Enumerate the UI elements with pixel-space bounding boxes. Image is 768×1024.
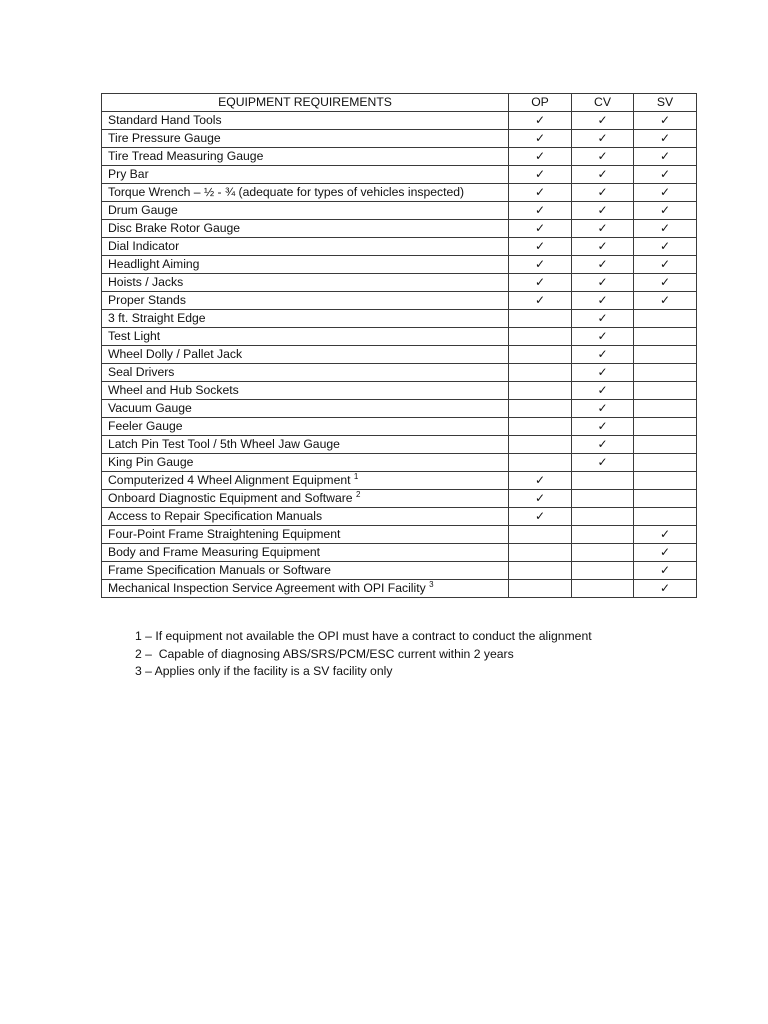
sv-cell bbox=[634, 310, 697, 328]
op-cell bbox=[509, 130, 572, 148]
cv-cell bbox=[572, 526, 634, 544]
equipment-name-cell bbox=[102, 202, 509, 220]
sv-cell bbox=[634, 238, 697, 256]
cv-cell bbox=[572, 472, 634, 490]
equipment-name-cell bbox=[102, 220, 509, 238]
table-row bbox=[102, 256, 697, 274]
checkmark-icon: ✓ bbox=[597, 113, 608, 127]
equipment-name: Pry Bar bbox=[108, 167, 149, 181]
checkmark-icon: ✓ bbox=[534, 509, 546, 523]
footnote-reference: 3 bbox=[429, 580, 434, 589]
checkmark-icon: ✓ bbox=[659, 113, 671, 127]
equipment-name: Latch Pin Test Tool / 5th Wheel Jaw Gauge bbox=[108, 437, 340, 451]
checkmark-icon: ✓ bbox=[659, 581, 671, 595]
checkmark-icon: ✓ bbox=[597, 311, 608, 325]
cv-cell bbox=[572, 112, 634, 130]
checkmark-icon: ✓ bbox=[597, 167, 608, 181]
checkmark-icon: ✓ bbox=[597, 149, 608, 163]
table-row bbox=[102, 580, 697, 598]
equipment-name-cell bbox=[102, 418, 509, 436]
table-row bbox=[102, 508, 697, 526]
checkmark-icon: ✓ bbox=[659, 185, 671, 199]
equipment-name-cell bbox=[102, 274, 509, 292]
checkmark-icon: ✓ bbox=[659, 293, 671, 307]
table-row bbox=[102, 526, 697, 544]
table-row bbox=[102, 490, 697, 508]
equipment-name-cell bbox=[102, 382, 509, 400]
table-row bbox=[102, 238, 697, 256]
checkmark-icon: ✓ bbox=[534, 491, 546, 505]
op-cell bbox=[509, 274, 572, 292]
table-row bbox=[102, 310, 697, 328]
cv-cell bbox=[572, 328, 634, 346]
checkmark-icon: ✓ bbox=[534, 221, 546, 235]
checkmark-icon: ✓ bbox=[659, 563, 671, 577]
cv-cell bbox=[572, 364, 634, 382]
table-row bbox=[102, 292, 697, 310]
sv-cell bbox=[634, 490, 697, 508]
equipment-name: King Pin Gauge bbox=[108, 455, 194, 469]
sv-cell bbox=[634, 274, 697, 292]
cv-cell bbox=[572, 274, 634, 292]
cv-cell bbox=[572, 454, 634, 472]
op-cell bbox=[509, 220, 572, 238]
table-row bbox=[102, 544, 697, 562]
checkmark-icon: ✓ bbox=[534, 149, 546, 163]
equipment-name-cell bbox=[102, 364, 509, 382]
footnotes bbox=[135, 628, 592, 681]
equipment-name: Torque Wrench – ½ - ¾ (adequate for types of vehicles inspected) bbox=[108, 185, 465, 199]
cv-cell bbox=[572, 346, 634, 364]
equipment-name-cell bbox=[102, 256, 509, 274]
checkmark-icon: ✓ bbox=[597, 329, 608, 343]
cv-cell bbox=[572, 544, 634, 562]
cv-cell bbox=[572, 256, 634, 274]
op-cell bbox=[509, 436, 572, 454]
cv-cell bbox=[572, 580, 634, 598]
table-row bbox=[102, 130, 697, 148]
table-row bbox=[102, 274, 697, 292]
cv-cell bbox=[572, 292, 634, 310]
equipment-name: Four-Point Frame Straightening Equipment bbox=[108, 527, 341, 541]
checkmark-icon: ✓ bbox=[534, 203, 546, 217]
checkmark-icon: ✓ bbox=[659, 203, 671, 217]
sv-cell bbox=[634, 256, 697, 274]
table-row bbox=[102, 382, 697, 400]
checkmark-icon: ✓ bbox=[534, 239, 546, 253]
op-cell bbox=[509, 508, 572, 526]
op-cell bbox=[509, 472, 572, 490]
equipment-name-cell bbox=[102, 112, 509, 130]
sv-cell bbox=[634, 580, 697, 598]
sv-cell bbox=[634, 472, 697, 490]
checkmark-icon: ✓ bbox=[659, 545, 671, 559]
table-row bbox=[102, 418, 697, 436]
equipment-name-cell bbox=[102, 526, 509, 544]
sv-cell bbox=[634, 508, 697, 526]
table-row bbox=[102, 472, 697, 490]
equipment-name: Tire Pressure Gauge bbox=[108, 131, 221, 145]
table-row bbox=[102, 184, 697, 202]
checkmark-icon: ✓ bbox=[597, 257, 608, 271]
checkmark-icon: ✓ bbox=[659, 131, 671, 145]
equipment-name-cell bbox=[102, 580, 509, 598]
equipment-name: Mechanical Inspection Service Agreement with OPI Facility bbox=[108, 581, 426, 595]
equipment-name-cell bbox=[102, 166, 509, 184]
sv-cell bbox=[634, 148, 697, 166]
cv-cell bbox=[572, 202, 634, 220]
table-row bbox=[102, 364, 697, 382]
checkmark-icon: ✓ bbox=[659, 167, 671, 181]
equipment-name-cell bbox=[102, 130, 509, 148]
header-cv: CV bbox=[572, 94, 634, 112]
checkmark-icon: ✓ bbox=[659, 239, 671, 253]
cv-cell bbox=[572, 184, 634, 202]
op-cell bbox=[509, 202, 572, 220]
op-cell bbox=[509, 310, 572, 328]
checkmark-icon: ✓ bbox=[597, 365, 608, 379]
cv-cell bbox=[572, 490, 634, 508]
op-cell bbox=[509, 148, 572, 166]
checkmark-icon: ✓ bbox=[534, 275, 546, 289]
table-row bbox=[102, 454, 697, 472]
equipment-name: Wheel and Hub Sockets bbox=[108, 383, 239, 397]
cv-cell bbox=[572, 382, 634, 400]
equipment-name: Headlight Aiming bbox=[108, 257, 200, 271]
equipment-name: Tire Tread Measuring Gauge bbox=[108, 149, 264, 163]
checkmark-icon: ✓ bbox=[534, 257, 546, 271]
cv-cell bbox=[572, 418, 634, 436]
equipment-name: Feeler Gauge bbox=[108, 419, 183, 433]
footnote-2: 2 – Capable of diagnosing ABS/SRS/PCM/ESC current within 2 years bbox=[135, 646, 514, 661]
op-cell bbox=[509, 418, 572, 436]
checkmark-icon: ✓ bbox=[597, 437, 608, 451]
sv-cell bbox=[634, 382, 697, 400]
checkmark-icon: ✓ bbox=[659, 527, 671, 541]
equipment-name: Disc Brake Rotor Gauge bbox=[108, 221, 241, 235]
sv-cell bbox=[634, 184, 697, 202]
equipment-name-cell bbox=[102, 436, 509, 454]
op-cell bbox=[509, 346, 572, 364]
sv-cell bbox=[634, 364, 697, 382]
sv-cell bbox=[634, 292, 697, 310]
equipment-name-cell bbox=[102, 184, 509, 202]
equipment-name: Seal Drivers bbox=[108, 365, 175, 379]
cv-cell bbox=[572, 508, 634, 526]
op-cell bbox=[509, 544, 572, 562]
sv-cell bbox=[634, 220, 697, 238]
equipment-name: Dial Indicator bbox=[108, 239, 180, 253]
checkmark-icon: ✓ bbox=[597, 455, 608, 469]
sv-cell bbox=[634, 544, 697, 562]
footnote-reference: 1 bbox=[353, 472, 359, 481]
table-row bbox=[102, 400, 697, 418]
checkmark-icon: ✓ bbox=[597, 419, 608, 433]
checkmark-icon: ✓ bbox=[597, 131, 608, 145]
equipment-name: Standard Hand Tools bbox=[108, 113, 222, 127]
table-row bbox=[102, 346, 697, 364]
equipment-name: Drum Gauge bbox=[108, 203, 178, 217]
op-cell bbox=[509, 328, 572, 346]
table-row bbox=[102, 166, 697, 184]
equipment-name: Proper Stands bbox=[108, 293, 186, 307]
checkmark-icon: ✓ bbox=[659, 275, 671, 289]
equipment-name: Test Light bbox=[108, 329, 161, 343]
op-cell bbox=[509, 238, 572, 256]
equipment-name-cell bbox=[102, 472, 509, 490]
checkmark-icon: ✓ bbox=[534, 473, 546, 487]
table-row bbox=[102, 436, 697, 454]
sv-cell bbox=[634, 562, 697, 580]
table-header bbox=[102, 94, 697, 112]
header-row bbox=[102, 94, 697, 112]
sv-cell bbox=[634, 436, 697, 454]
equipment-name: Body and Frame Measuring Equipment bbox=[108, 545, 321, 559]
equipment-name: Frame Specification Manuals or Software bbox=[108, 563, 331, 577]
checkmark-icon: ✓ bbox=[597, 203, 608, 217]
cv-cell bbox=[572, 562, 634, 580]
checkmark-icon: ✓ bbox=[597, 401, 608, 415]
header-equipment: EQUIPMENT REQUIREMENTS bbox=[102, 94, 509, 112]
checkmark-icon: ✓ bbox=[597, 293, 608, 307]
equipment-name: Wheel Dolly / Pallet Jack bbox=[108, 347, 243, 361]
equipment-name: Computerized 4 Wheel Alignment Equipment bbox=[108, 473, 351, 487]
table-row bbox=[102, 148, 697, 166]
op-cell bbox=[509, 256, 572, 274]
header-sv: SV bbox=[634, 94, 697, 112]
op-cell bbox=[509, 166, 572, 184]
sv-cell bbox=[634, 166, 697, 184]
op-cell bbox=[509, 364, 572, 382]
sv-cell bbox=[634, 526, 697, 544]
sv-cell bbox=[634, 112, 697, 130]
table-body bbox=[102, 112, 697, 598]
op-cell bbox=[509, 112, 572, 130]
checkmark-icon: ✓ bbox=[659, 149, 671, 163]
table-row bbox=[102, 112, 697, 130]
footnote-reference: 2 bbox=[355, 490, 361, 499]
checkmark-icon: ✓ bbox=[597, 221, 608, 235]
equipment-name-cell bbox=[102, 400, 509, 418]
cv-cell bbox=[572, 166, 634, 184]
equipment-name: Vacuum Gauge bbox=[108, 401, 192, 415]
cv-cell bbox=[572, 220, 634, 238]
checkmark-icon: ✓ bbox=[534, 185, 546, 199]
op-cell bbox=[509, 184, 572, 202]
checkmark-icon: ✓ bbox=[534, 167, 546, 181]
op-cell bbox=[509, 526, 572, 544]
op-cell bbox=[509, 562, 572, 580]
checkmark-icon: ✓ bbox=[534, 293, 546, 307]
equipment-name: Onboard Diagnostic Equipment and Software bbox=[108, 491, 353, 505]
equipment-name: Hoists / Jacks bbox=[108, 275, 184, 289]
table-row bbox=[102, 328, 697, 346]
cv-cell bbox=[572, 400, 634, 418]
header-op: OP bbox=[509, 94, 572, 112]
sv-cell bbox=[634, 400, 697, 418]
footnote-1: 1 – If equipment not available the OPI must have a contract to conduct the alignment bbox=[135, 629, 592, 643]
cv-cell bbox=[572, 310, 634, 328]
equipment-name-cell bbox=[102, 562, 509, 580]
equipment-name-cell bbox=[102, 148, 509, 166]
equipment-name-cell bbox=[102, 544, 509, 562]
equipment-name-cell bbox=[102, 238, 509, 256]
op-cell bbox=[509, 382, 572, 400]
checkmark-icon: ✓ bbox=[597, 347, 608, 361]
cv-cell bbox=[572, 238, 634, 256]
op-cell bbox=[509, 292, 572, 310]
cv-cell bbox=[572, 436, 634, 454]
equipment-name-cell bbox=[102, 328, 509, 346]
equipment-name-cell bbox=[102, 346, 509, 364]
equipment-name-cell bbox=[102, 454, 509, 472]
op-cell bbox=[509, 454, 572, 472]
table-row bbox=[102, 202, 697, 220]
checkmark-icon: ✓ bbox=[534, 113, 546, 127]
sv-cell bbox=[634, 202, 697, 220]
op-cell bbox=[509, 490, 572, 508]
equipment-name-cell bbox=[102, 508, 509, 526]
cv-cell bbox=[572, 148, 634, 166]
sv-cell bbox=[634, 328, 697, 346]
equipment-requirements-table bbox=[101, 93, 697, 598]
table-row bbox=[102, 220, 697, 238]
sv-cell bbox=[634, 346, 697, 364]
cv-cell bbox=[572, 130, 634, 148]
equipment-name: Access to Repair Specification Manuals bbox=[108, 509, 323, 523]
equipment-name-cell bbox=[102, 310, 509, 328]
checkmark-icon: ✓ bbox=[597, 275, 608, 289]
checkmark-icon: ✓ bbox=[597, 239, 608, 253]
footnote-3: 3 – Applies only if the facility is a SV facility only bbox=[135, 664, 393, 678]
checkmark-icon: ✓ bbox=[659, 257, 671, 271]
table-row bbox=[102, 562, 697, 580]
sv-cell bbox=[634, 454, 697, 472]
equipment-name-cell bbox=[102, 292, 509, 310]
sv-cell bbox=[634, 130, 697, 148]
op-cell bbox=[509, 400, 572, 418]
checkmark-icon: ✓ bbox=[659, 221, 671, 235]
equipment-name-cell bbox=[102, 490, 509, 508]
equipment-name: 3 ft. Straight Edge bbox=[108, 311, 206, 325]
checkmark-icon: ✓ bbox=[534, 131, 546, 145]
checkmark-icon: ✓ bbox=[597, 185, 608, 199]
checkmark-icon: ✓ bbox=[597, 383, 608, 397]
op-cell bbox=[509, 580, 572, 598]
sv-cell bbox=[634, 418, 697, 436]
